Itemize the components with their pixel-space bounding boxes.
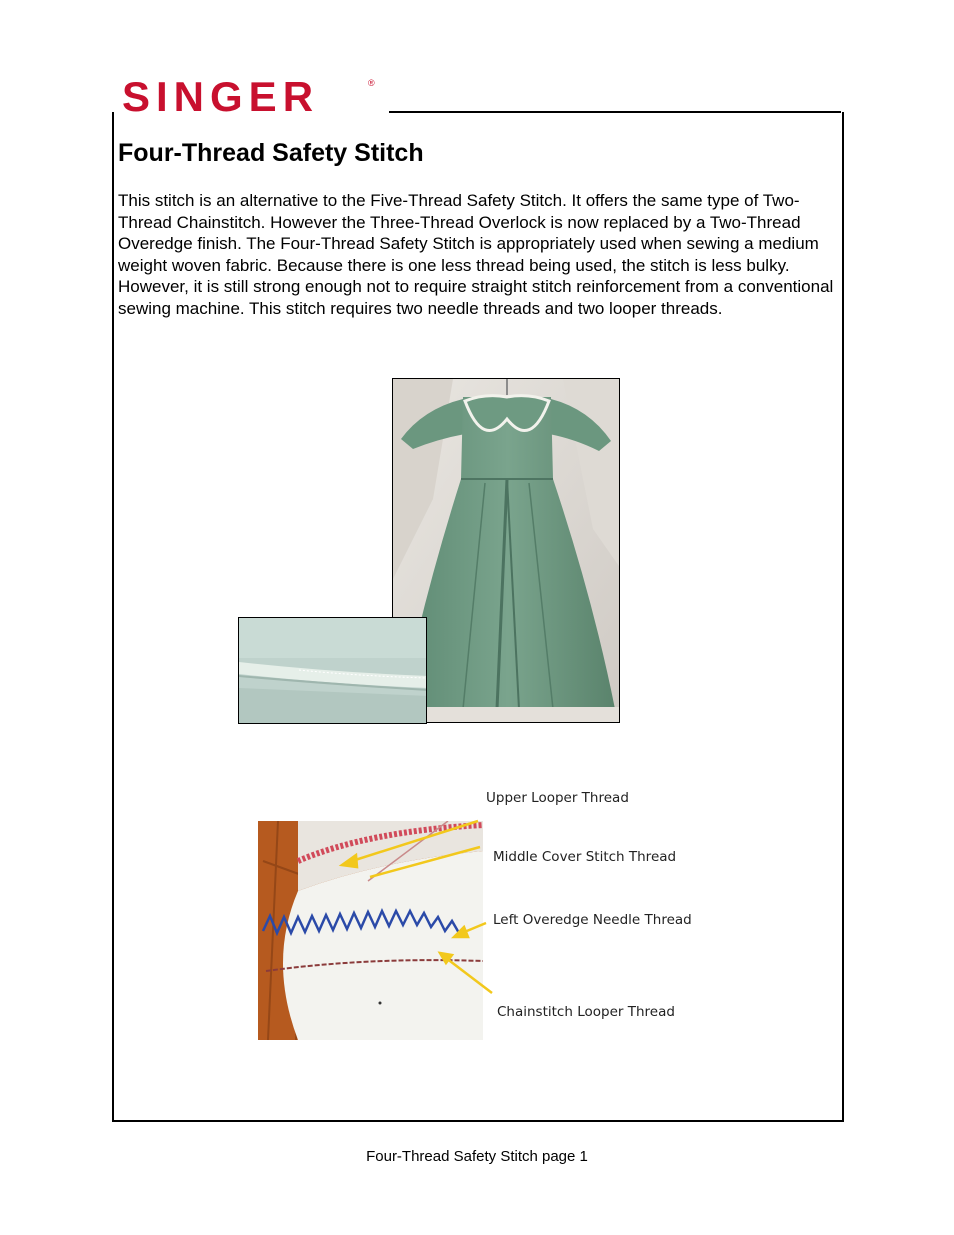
page-footer: Four-Thread Safety Stitch page 1	[366, 1148, 588, 1165]
label-middle-cover-stitch-thread: Middle Cover Stitch Thread	[493, 849, 677, 865]
page-title: Four-Thread Safety Stitch	[118, 139, 424, 167]
body-paragraph: This stitch is an alternative to the Five-Thread Safety Stitch. It offers the same type of Two-Thread Chainstitch. However the Three-Thread Overlock is now replaced by a Two-Thread Overedge finish. The Four-Thread Safety Stitch is appropriately used when sewing a medium weight woven fabric. Because there is one less thread being used, the stitch is less bulky. However, it is still strong enough not to require straight stitch reinforcement from a conventional sewing machine. This stitch requires two needle threads and two looper threads.	[118, 191, 834, 318]
logo-text: SINGER	[122, 73, 320, 120]
label-left-overedge-needle-thread: Left Overedge Needle Thread	[493, 912, 692, 928]
stitch-closeup-photo	[258, 821, 483, 1040]
label-upper-looper-thread: Upper Looper Thread	[486, 790, 629, 806]
label-chainstitch-looper-thread: Chainstitch Looper Thread	[497, 1004, 675, 1020]
stitch-diagram	[240, 755, 706, 1065]
registered-mark: ®	[368, 78, 375, 88]
seam-closeup-photo	[238, 617, 427, 724]
